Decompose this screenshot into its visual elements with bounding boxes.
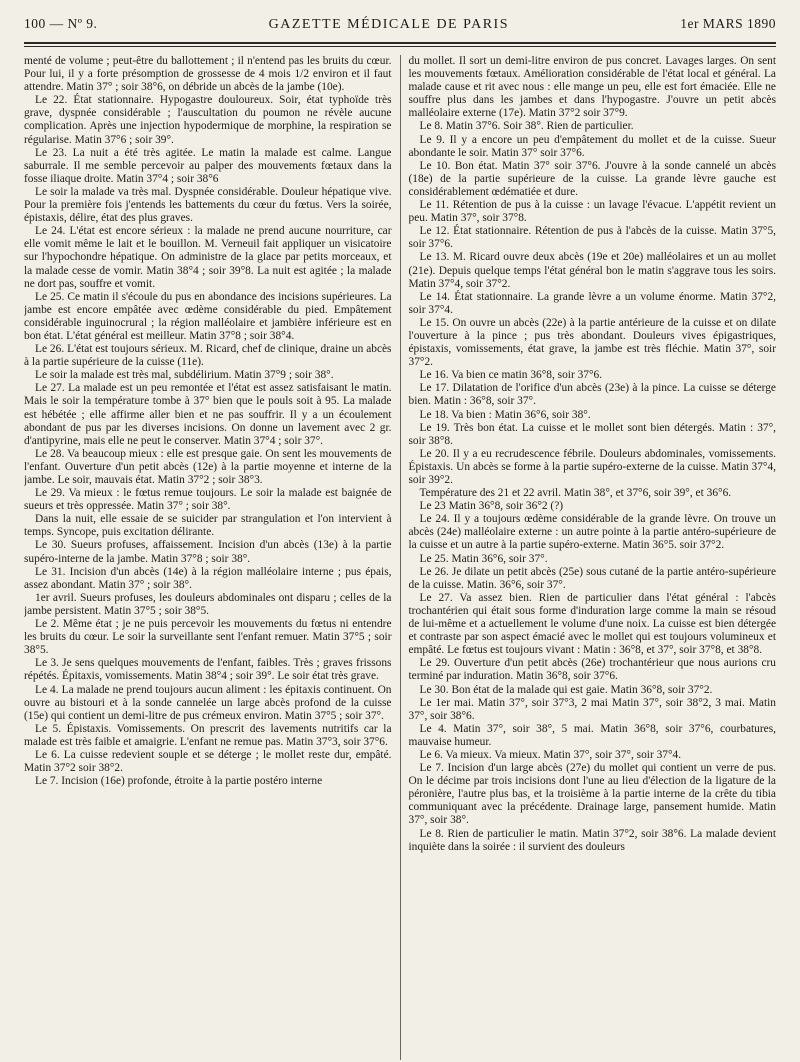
paragraph: Le 5. Épistaxis. Vomissements. On prescrit des lavements nutritifs car la malade est très faible et amaigrie. L'enfant ne remue pas. Matin 37°3, soir 37°6. xyxy=(24,722,392,748)
paragraph: Le soir la malade est très mal, subdélirium. Matin 37°9 ; soir 38°. xyxy=(35,369,334,382)
paragraph: Le 30. Sueurs profuses, affaissement. Incision d'un abcès (13e) à la partie supéro-interne de la jambe. Matin 37°8 ; soir 38°. xyxy=(24,539,392,565)
paragraph: Le 31. Incision d'un abcès (14e) à la région malléolaire interne ; pus épais, assez abondant. Matin 37° ; soir 38°. xyxy=(24,565,392,591)
paragraph: Le 23 Matin 36°8, soir 36°2 (?) xyxy=(419,500,564,513)
paragraph: Le 27. La malade est un peu remontée et l'état est assez satisfaisant le matin. Mais le soir la température tombe à 37° bien que le pouls soit à 95. La malade est hébétée ; elle affirme aller bien et ne pas souffrir. Il y a un écoulement abondant de pus par les diverses incisions. On donne un lavement avec 2 gr. d'antipyrine, mais elle ne peut le conserver. Matin 37°4 ; soir 37°. xyxy=(24,382,392,447)
text-columns xyxy=(24,55,776,1060)
paragraph: Le 7. Incision (16e) profonde, étroite à la partie postéro interne xyxy=(35,775,323,788)
paragraph: Le 17. Dilatation de l'orifice d'un abcès (23e) à la pince. La cuisse se déterge bien. Matin : 36°8, soir 37°. xyxy=(408,382,776,408)
page-header xyxy=(24,16,776,36)
paragraph: Le 20. Il y a eu recrudescence fébrile. Douleurs abdominales, vomissements. Épistaxis. Un abcès se forme à la partie supéro-externe de la cuisse. Matin 37°4, soir 39°2. xyxy=(408,447,776,486)
paragraph: Le 25. Ce matin il s'écoule du pus en abondance des incisions supérieures. La jambe est encore empâtée avec œdème considérable du pied. Empâtement considérable inguinocrural ; la région malléolaire et jambière inférieure est en bon état. L'état général est meilleur. Matin 37°8 ; soir 38°4. xyxy=(24,290,392,342)
header-rule xyxy=(24,42,776,44)
paragraph: Le 1er mai. Matin 37°, soir 37°3, 2 mai Matin 37°, soir 38°2, 3 mai. Matin 37°, soir 38°6. xyxy=(408,696,776,722)
left-column xyxy=(24,55,400,1060)
paragraph: Le 3. Je sens quelques mouvements de l'enfant, faibles. Très ; graves frissons répétés. Épitaxis, vomissements. Matin 38°4 ; soir 39°. Le soir état très grave. xyxy=(24,657,392,683)
paragraph: 1er avril. Sueurs profuses, les douleurs abdominales ont disparu ; celles de la jambe persistent. Matin 37°5 ; soir 38°5. xyxy=(24,591,392,617)
paragraph: Température des 21 et 22 avril. Matin 38°, et 37°6, soir 39°, et 36°6. xyxy=(419,487,732,500)
paragraph: menté de volume ; peut-être du ballottement ; il n'entend pas les bruits du cœur. Pour lui, il y a forte présomption de grossesse de 4 mois 1/2 environ et il faut attendre. Matin 37° ; soir 38°6, on débride un abcès de la jambe (10e). xyxy=(24,55,392,94)
paragraph: Le 9. Il y a encore un peu d'empâtement du mollet et de la cuisse. Sueur abondante le soir. Matin 37° soir 37°6. xyxy=(408,133,776,159)
paragraph: Le 18. Va bien : Matin 36°6, soir 38°. xyxy=(419,408,591,421)
paragraph: Le soir la malade va très mal. Dyspnée considérable. Douleur hépatique vive. Pour la première fois j'entends les battements du cœur du fœtus. Vers la soirée, épistaxis, délire, état des plus graves. xyxy=(24,185,392,225)
paragraph: Le 25. Matin 36°6, soir 37°. xyxy=(419,552,548,565)
paragraph: Le 15. On ouvre un abcès (22e) à la partie antérieure de la cuisse et on dilate l'ouverture à la pince ; pus très abondant. Douleurs vives épigastriques, épistaxis, vomissements, état grave, la jambe est très fléchie. Matin 37°, soir 37°2. xyxy=(408,316,776,369)
paragraph: Le 23. La nuit a été très agitée. Le matin la malade est calme. Langue saburrale. Il me semble percevoir au palper des mouvements fœtaux dans la fosse iliaque droite. Matin 37°4 ; soir 38°6 xyxy=(24,146,392,185)
paragraph: Le 19. Très bon état. La cuisse et le mollet sont bien détergés. Matin : 37°, soir 38°8. xyxy=(408,421,776,447)
paragraph: Le 4. Matin 37°, soir 38°, 5 mai. Matin 36°8, soir 37°6, courbatures, mauvaise humeur. xyxy=(408,722,776,748)
paragraph: Le 30. Bon état de la malade qui est gaie. Matin 36°8, soir 37°2. xyxy=(419,683,713,696)
paragraph: Le 29. Ouverture d'un petit abcès (26e) trochantérieur que nous aurions cru terminé par induration. Matin 36°8, soir 37°6. xyxy=(408,657,776,683)
paragraph: Le 11. Rétention de pus à la cuisse : un lavage l'évacue. L'appétit revient un peu. Matin 37°, soir 37°8. xyxy=(408,199,776,225)
paragraph: Le 8. Matin 37°6. Soir 38°. Rien de particulier. xyxy=(419,120,634,133)
paragraph: Dans la nuit, elle essaie de se suicider par strangulation et l'on intervient à temps. Syncope, puis excitation délirante. xyxy=(24,513,392,539)
paragraph: Le 4. La malade ne prend toujours aucun aliment : les épitaxis continuent. On ouvre au bistouri et à la sonde cannelée un large abcès profond de la cuisse (15e) qui contient un demi-litre de pus crémeux environ. Matin 37°5 ; soir 37°. xyxy=(24,683,392,722)
paragraph: Le 24. L'état est encore sérieux : la malade ne prend aucune nourriture, car elle vomit même le lait et le bouillon. M. Verneuil fait appliquer un visicatoire sur l'hypochondre hépatique. On administre de la glace par petits morceaux, et la malade cesse de vomir. Matin 38°4 ; soir 39°8. La nuit est agitée ; la malade ne dort pas, souffre et vomit. xyxy=(24,225,392,290)
paragraph: Le 2. Même état ; je ne puis percevoir les mouvements du fœtus ni entendre les bruits du cœur. Le soir la surveillante sent l'enfant remuer. Matin 37°5 ; soir 38°5. xyxy=(24,618,392,657)
paragraph: Le 26. L'état est toujours sérieux. M. Ricard, chef de clinique, draine un abcès à la partie supérieure de la cuisse (11e). xyxy=(24,343,392,369)
paragraph: Le 12. État stationnaire. Rétention de pus à l'abcès de la cuisse. Matin 37°5, soir 37°6. xyxy=(408,225,776,251)
paragraph: Le 7. Incision d'un large abcès (27e) du mollet qui contient un verre de pus. On le décime par trois incisions dont l'une au lieu d'élection de la ligature de la péronière, l'autre plus bas, et la troisième à la partie interne de la crête du tibia communiquant avec la précédente. Drainage large, pansement humide. Matin 37°, soir 38°. xyxy=(408,762,776,827)
paragraph: Le 28. Va beaucoup mieux : elle est presque gaie. On sent les mouvements de l'enfant. Ouverture d'un petit abcès (12e) à la partie moyenne et interne de la jambe. Le soir, mauvais état. Matin 37°2 ; soir 38°3. xyxy=(24,447,392,486)
page-number: 100 — Nº 9. xyxy=(24,16,98,31)
paragraph: Le 29. Va mieux : le fœtus remue toujours. Le soir la malade est baignée de sueurs et très oppressée. Matin 37° ; soir 38°. xyxy=(24,487,392,513)
paragraph: Le 26. Je dilate un petit abcès (25e) sous cutané de la partie antéro-supérieure de la cuisse. Matin. 36°6, soir 37°. xyxy=(408,565,776,591)
paragraph: Le 8. Rien de particulier le matin. Matin 37°2, soir 38°6. La malade devient inquiète dans la soirée : il survient des douleurs xyxy=(408,827,776,853)
paragraph: du mollet. Il sort un demi-litre environ de pus concret. Lavages larges. On sent les mouvements fœtaux. Amélioration considérable de l'état local et général. La malade cause et rit avec nous : elle mange un peu, elle est fort émaciée. Elle ne souffre plus dans les jambes et dans l'hypogastre. J'ouvre un petit abcès malléolaire externe (17e). Matin 37°2 soir 37°9. xyxy=(408,55,776,120)
paragraph: Le 22. État stationnaire. Hypogastre douloureux. Soir, état typhoïde très grave, dyspnée considérable ; l'auscultation du poumon ne révèle aucune complication. Après une injection hypodermique de morphine, la respiration se régularise. Matin 37°6 ; soir 39°. xyxy=(24,94,392,146)
journal-title: GAZETTE MÉDICALE DE PARIS xyxy=(268,17,510,32)
paragraph: Le 27. Va assez bien. Rien de particulier dans l'état général : l'abcès trochantérien qui était sous forme d'induration large comme la main se résoud de lui-même et a actuellement le volume d'une noix. La cuisse est bien détergée et contraste par son aspect émacié avec le mollet qui est toujours volumineux et empâté. Le fœtus est toujours vivant : Matin : 36°8, et 37°, soir 37°8, et 38°8. xyxy=(408,591,776,657)
issue-date: 1er MARS 1890 xyxy=(680,16,776,31)
right-column xyxy=(400,55,777,1060)
paragraph: Le 16. Va bien ce matin 36°8, soir 37°6. xyxy=(419,369,603,382)
paragraph: Le 13. M. Ricard ouvre deux abcès (19e et 20e) malléolaires et un au mollet (21e). Depuis quelque temps l'état général bon le matin s'aggrave tous les soirs. Matin 37°4, soir 37°2. xyxy=(408,251,776,290)
paragraph: Le 24. Il y a toujours œdème considérable de la grande lèvre. On trouve un abcès (24e) malléolaire externe : un autre pointe à la partie antéro-supérieure de la cuisse et un autre à la partie supéro-externe. Matin 36°5. soir 37°2. xyxy=(408,513,776,552)
paragraph: Le 10. Bon état. Matin 37° soir 37°6. J'ouvre à la sonde cannelé un abcès (18e) de la partie supérieure de la cuisse. La grande lèvre gauche est considérablement œdématiée et dure. xyxy=(408,159,776,198)
paragraph: Le 6. La cuisse redevient souple et se déterge ; le mollet reste dur, empâté. Matin 37°2 soir 38°2. xyxy=(24,748,392,775)
paragraph: Le 6. Va mieux. Va mieux. Matin 37°, soir 37°, soir 37°4. xyxy=(419,748,682,761)
header-rule-thin xyxy=(24,46,776,47)
paragraph: Le 14. État stationnaire. La grande lèvre a un volume énorme. Matin 37°2, soir 37°4. xyxy=(408,290,776,316)
